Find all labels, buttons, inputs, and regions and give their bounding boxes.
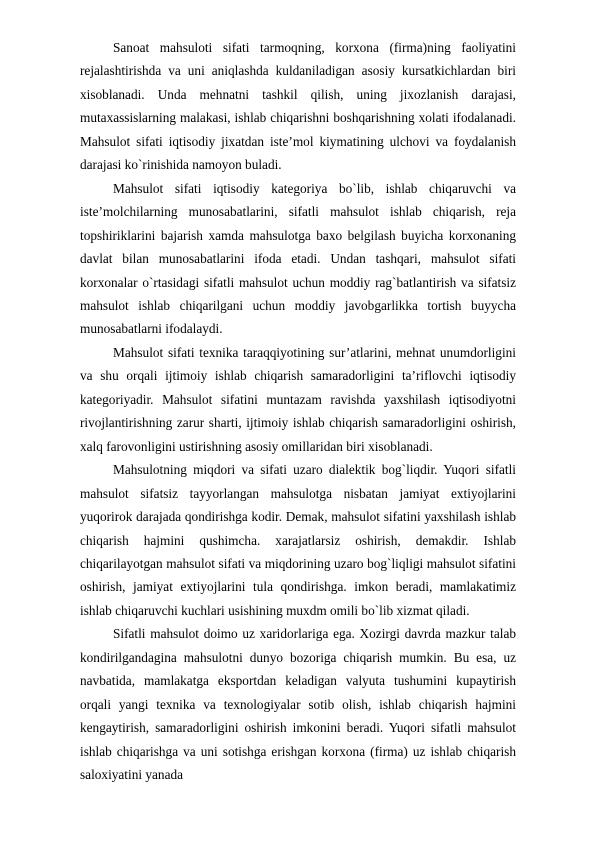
paragraph-2: Mahsulot sifati iqtisodiy kategoriya bo`lib, ishlab chiqaruvchi va iste’molchilarning munosabatlarini, sifatli mahsulot ishlab chiqarish, reja topshiriklarini bajarish xamda mahsulotga baxo belgilash buyicha korxonaning davlat bilan munosabatlarini ifoda etadi. Undan tashqari, mahsulot sifati korxonalar o`rtasidagi sifatli mahsulot uchun moddiy rag`batlantirish va sifatsiz mahsulot ishlab chiqarilgani uchun moddiy javobgarlikka tortish buyycha munosabatlarni ifodalaydi. xyxy=(80,180,516,337)
paragraph-4: Mahsulotning miqdori va sifati uzaro dialektik bog`liqdir. Yuqori sifatli mahsulot sifatsiz tayyorlangan mahsulotga nisbatan jamiyat extiyojlarini yuqorirok darajada qondirishga kodir. Demak, mahsulot sifatini yaxshilash ishlab chiqarish hajmini qushimcha. xarajatlarsiz oshirish, demakdir. Ishlab chiqarilayotgan mahsulot sifati va miqdorining uzaro bog`liqligi mahsulot sifatini oshirish, jamiyat extiyojlarini tula qondirishga. imkon beradi, mamlakatimiz ishlab chiqaruvchi kuchlari usishining muxdm omili bo`lib xizmat qiladi. xyxy=(80,462,516,618)
paragraph-3: Mahsulot sifati texnika taraqqiyotining sur’atlarini, mehnat unumdorligini va shu orqali ijtimoiy ishlab chiqarish samaradorligini ta’riflovchi iqtisodiy kategoriyadir. Mahsulot sifatini muntazam ravishda yaxshilash iqtisodiyotni rivojlantirishning zarur sharti, ijtimoiy ishlab chiqarish samaradorligini oshirish, xalq farovonligini ustirishning asosiy omillaridan biri xisoblanadi. xyxy=(80,344,516,454)
document-page xyxy=(80,36,516,787)
paragraph-5: Sifatli mahsulot doimo uz xaridorlariga ega. Xozirgi davrda mazkur talab kondirilgandagina mahsulotni dunyo bozoriga chiqarish mumkin. Bu esa, uz navbatida, mamlakatga eksportdan keladigan valyuta tushumini kupaytirish orqali yangi texnika va texnologiyalar sotib olish, ishlab chiqarish hajmini kengaytirish, samaradorligini oshirish imkonini beradi. Yuqori sifatli mahsulot ishlab chiqarishga va uni sotishga erishgan korxona (firma) uz ishlab chiqarish saloxiyatini yanada xyxy=(80,626,516,783)
paragraph-1: Sanoat mahsuloti sifati tarmoqning, korxona (firma)ning faoliyatini rejalashtirishda va uni aniqlashda kuldaniladigan asosiy kursatkichlardan biri xisoblanadi. Unda mehnatni tashkil qilish, uning jixozlanish darajasi, mutaxassislarning malakasi, ishlab chiqarishni boshqarishning xolati ifodalanadi. Mahsulot sifati iqtisodiy jixatdan iste’mol kiymatining ulchovi va foydalanish darajasi ko`rinishida namoyon buladi. xyxy=(80,40,516,173)
